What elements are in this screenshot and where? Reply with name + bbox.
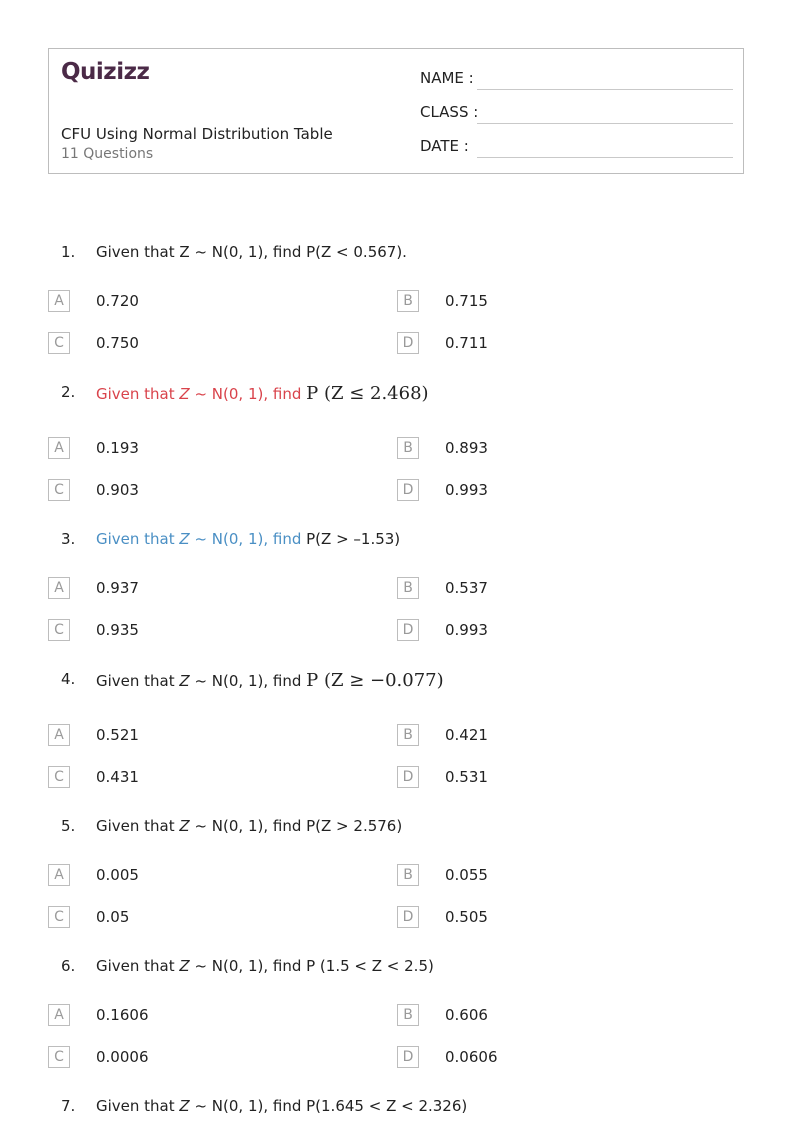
question-number: 4. (61, 670, 76, 688)
option-c-box[interactable]: C (48, 619, 70, 641)
question-text (96, 957, 434, 975)
question-number: 6. (61, 957, 76, 975)
option-a-box[interactable]: A (48, 437, 70, 459)
option-c-box[interactable]: C (48, 332, 70, 354)
question-prefix: Given that (96, 1097, 180, 1115)
option-b-box[interactable]: B (397, 724, 419, 746)
question-suffix: ~ N(0, 1), find P(Z > 2.576) (189, 817, 403, 835)
option-c-text: 0.0006 (96, 1048, 149, 1066)
question-text (96, 670, 444, 691)
option-d-box[interactable]: D (397, 479, 419, 501)
question-text: Given that Z ~ N(0, 1), find P(Z < 0.567). (96, 243, 407, 261)
option-c-box[interactable]: C (48, 906, 70, 928)
class-label: CLASS : (420, 103, 479, 121)
worksheet-title: CFU Using Normal Distribution Table (61, 125, 333, 143)
option-d-text: 0.0606 (445, 1048, 498, 1066)
name-field[interactable] (477, 89, 733, 90)
question-number: 5. (61, 817, 76, 835)
question-text (96, 530, 400, 548)
option-b-text: 0.055 (445, 866, 488, 884)
question-number: 2. (61, 383, 76, 401)
question-suffix: ~ N(0, 1), find P (1.5 < Z < 2.5) (189, 957, 434, 975)
option-b-box[interactable]: B (397, 437, 419, 459)
question-prefix: Given that (96, 530, 180, 548)
option-c-text: 0.935 (96, 621, 139, 639)
option-a-text: 0.937 (96, 579, 139, 597)
variable-z: Z (179, 530, 190, 548)
option-d-box[interactable]: D (397, 332, 419, 354)
option-a-box[interactable]: A (48, 1004, 70, 1026)
option-d-box[interactable]: D (397, 619, 419, 641)
option-a-text: 0.521 (96, 726, 139, 744)
option-c-box[interactable]: C (48, 1046, 70, 1068)
option-d-text: 0.711 (445, 334, 488, 352)
question-middle: ~ N(0, 1), find (189, 385, 307, 403)
variable-z: Z (179, 817, 190, 835)
question-prefix: Given that (96, 385, 180, 403)
variable-z: Z (179, 672, 190, 690)
option-c-box[interactable]: C (48, 766, 70, 788)
option-a-text: 0.193 (96, 439, 139, 457)
option-d-text: 0.531 (445, 768, 488, 786)
variable-z: Z (179, 957, 190, 975)
question-suffix: P(Z > –1.53) (306, 530, 401, 548)
option-b-box[interactable]: B (397, 864, 419, 886)
option-b-box[interactable]: B (397, 1004, 419, 1026)
option-d-text: 0.993 (445, 481, 488, 499)
question-count: 11 Questions (61, 146, 154, 162)
question-number: 1. (61, 243, 76, 261)
option-c-box[interactable]: C (48, 479, 70, 501)
option-c-text: 0.05 (96, 908, 130, 926)
date-field[interactable] (477, 157, 733, 158)
question-text (96, 383, 429, 404)
option-d-box[interactable]: D (397, 906, 419, 928)
option-c-text: 0.903 (96, 481, 139, 499)
variable-z: Z (179, 385, 190, 403)
question-text (96, 1097, 467, 1115)
date-label: DATE : (420, 137, 469, 155)
question-prefix: Given that (96, 957, 180, 975)
math-expression: P (Z ≥ −0.077) (306, 670, 444, 691)
option-a-text: 0.1606 (96, 1006, 149, 1024)
option-a-box[interactable]: A (48, 577, 70, 599)
option-c-text: 0.750 (96, 334, 139, 352)
math-expression: P (Z ≤ 2.468) (306, 383, 429, 404)
option-d-box[interactable]: D (397, 766, 419, 788)
question-prefix: Given that (96, 672, 180, 690)
class-field[interactable] (477, 123, 733, 124)
question-number: 3. (61, 530, 76, 548)
variable-z: Z (179, 1097, 190, 1115)
option-b-text: 0.715 (445, 292, 488, 310)
option-d-text: 0.505 (445, 908, 488, 926)
worksheet-header (48, 48, 744, 174)
option-b-box[interactable]: B (397, 577, 419, 599)
option-a-box[interactable]: A (48, 864, 70, 886)
option-b-text: 0.537 (445, 579, 488, 597)
question-middle: ~ N(0, 1), find (189, 530, 307, 548)
option-b-text: 0.606 (445, 1006, 488, 1024)
option-c-text: 0.431 (96, 768, 139, 786)
question-text (96, 817, 402, 835)
option-d-box[interactable]: D (397, 1046, 419, 1068)
option-a-text: 0.005 (96, 866, 139, 884)
question-suffix: ~ N(0, 1), find P(1.645 < Z < 2.326) (189, 1097, 468, 1115)
quizizz-logo: Quizizz (61, 59, 150, 85)
option-a-text: 0.720 (96, 292, 139, 310)
question-prefix: Given that (96, 817, 180, 835)
option-a-box[interactable]: A (48, 290, 70, 312)
option-b-box[interactable]: B (397, 290, 419, 312)
option-a-box[interactable]: A (48, 724, 70, 746)
option-d-text: 0.993 (445, 621, 488, 639)
name-label: NAME : (420, 69, 474, 87)
question-middle: ~ N(0, 1), find (189, 672, 307, 690)
option-b-text: 0.893 (445, 439, 488, 457)
option-b-text: 0.421 (445, 726, 488, 744)
question-number: 7. (61, 1097, 76, 1115)
